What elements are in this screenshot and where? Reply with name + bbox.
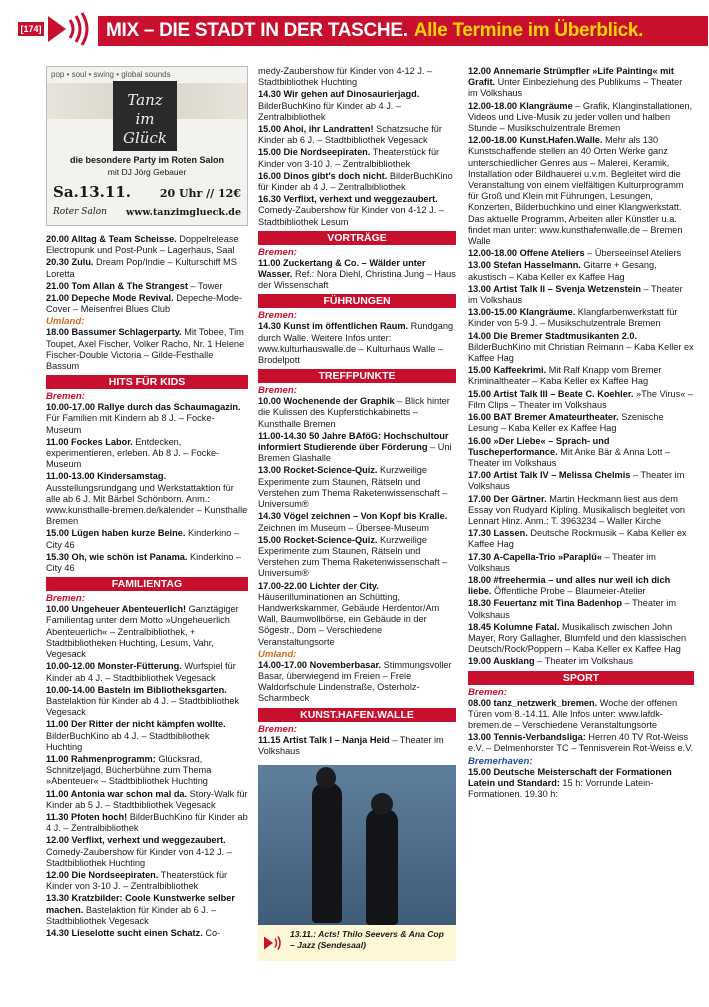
event-details: Öffentliche Probe – Blaumeier-Atelier (491, 586, 646, 597)
event-details: Für Familien mit Kindern ab 8 J. – Focke-Museum (46, 413, 215, 435)
event-title: 20.00 Alltag & Team Scheisse. (46, 234, 177, 244)
event-entry (46, 437, 248, 471)
ad-logo (113, 81, 177, 151)
event-title: 11.00 Fockes Labor. (46, 436, 133, 447)
event-details: – Grafik, Klanginstallationen, Videos und Live-Musik zu jeder vollen und halben Stunde – Musikschulzentrale Bremen (468, 100, 693, 134)
event-entry (468, 331, 694, 365)
page-header (0, 0, 709, 56)
event-details: Theaterstück für Kinder von 3-10 J. – Zentralbibliothek (258, 147, 440, 169)
event-title: 12.00-18.00 Klangräume (468, 100, 573, 111)
ad-date: Sa.13.11. (53, 183, 131, 201)
event-title: 11.00-14.30 50 Jahre BAföG: Hochschultour informiert Studierende über Förderung (258, 430, 449, 453)
event-details: Theaterstück für Kinder von 3-10 J. – Zentralbibliothek (46, 869, 228, 892)
event-details: Unter Einbeziehung des Publikums – Theater im Volkshaus (468, 77, 683, 99)
event-details: – Theater im Volkshaus (468, 598, 676, 620)
event-title: 13.00 Artist Talk II – Svenja Wetzenstein (468, 283, 641, 294)
event-title: 14.30 Wir gehen auf Dinosaurierjagd. (258, 89, 420, 100)
event-details: Ganztägiger Familientag unter dem Motto »Ungeheuerlich Abenteuerlich« – Zentralbibliothek, + Stadtbibliotheken Huchting, Lesum, Vahr, Vegesack (46, 604, 239, 660)
ad-genres: pop • soul • swing • global sounds (51, 70, 171, 79)
event-details: Dream Pop/Indie – Kulturschiff MS Loretta (46, 257, 237, 279)
events-list-1 (46, 234, 248, 939)
event-details: – Theater im Volkshaus (534, 656, 633, 667)
event-details: BilderBuchKino ab 4 J. – Stadtbibliothek Huchting (46, 730, 210, 752)
event-entry (468, 436, 694, 470)
event-title: 14.30 Vögel zeichnen – Von Kopf bis Kralle. (258, 511, 448, 522)
band-photo (258, 765, 456, 925)
ad-title-3: Glück (123, 129, 167, 147)
event-entry (46, 719, 248, 753)
event-title: 12.00 Annemarie Strümpfler »Life Painting« mit Grafit. (468, 66, 674, 88)
event-title: 10.00-17.00 Rallye durch das Schaumagazin. (46, 402, 241, 413)
event-title: 16.00 »Der Liebe« – Sprach- und Tuscheperformance. (468, 435, 610, 457)
event-entry (46, 685, 248, 719)
photo-caption (258, 925, 456, 961)
event-details: Mehr als 130 Kunstschaffende stellen an 40 Orten Werke ganz unterschiedlicher Genres aus – Malerei, Keramik, Installation oder Bildhauerei u.v.m. Begleitet wird die Veranstaltung von einem vielfältigen Kulturprogramm für Groß und Klein mit Führungen, Lesungen, Konzerten, Bilderbuchkino und einer Klangwerkstatt. Das aktuelle Programm, Arbeiten aller Künstler u.a. findet man unter: www.kunsthafenwalle.de – Bremen Walle (468, 135, 684, 247)
event-entry (258, 581, 456, 648)
event-title: 14.00-17.00 Novemberbasar. (258, 659, 382, 670)
event-title: 15.00 Ahoi, ihr Landratten! (258, 124, 374, 135)
event-entry (258, 431, 456, 465)
event-entry (258, 124, 456, 146)
section-heading: SPORT (468, 671, 694, 685)
event-entry (46, 552, 248, 574)
event-entry (258, 66, 456, 88)
ad-venue: Roter Salon (53, 207, 107, 217)
event-title: 13.00 Tennis-Verbandsliga: (468, 732, 586, 743)
event-details: BilderBuchKino für Kinder ab 4 J. – Zentralbibliothek (258, 170, 453, 193)
event-details: Depeche-Mode-Cover – Meisenfrei Blues Club (46, 293, 243, 315)
event-title: 11.00 Antonia war schon mal da. (46, 788, 188, 799)
event-title: 15.00 Deutsche Meisterschaft der Formationen Latein und Standard: (468, 766, 672, 788)
event-details: BilderBuchKino für Kinder ab 4 J. – Zentralbibliothek (46, 811, 248, 834)
event-details: Entdecken, experimentieren, erleben. Ab 8 J. – Focke-Museum (46, 436, 220, 470)
photo-acts (258, 765, 456, 961)
event-title: 21.00 Tom Allan & The Strangest (46, 280, 188, 291)
event-title: 15.30 Oh, wie schön ist Panama. (46, 551, 188, 562)
ad-dj: mit DJ Jörg Gebauer (107, 167, 187, 177)
event-title: 11.00 Der Ritter der nicht kämpfen wollte. (46, 719, 226, 730)
event-entry (468, 470, 694, 492)
ad-time: 20 Uhr // 12€ (159, 187, 241, 200)
event-entry (258, 660, 456, 705)
event-entry (46, 835, 248, 869)
event-details: Mit Anke Bär & Anna Lott – Theater im Volkshaus (468, 446, 671, 468)
event-title: 16.30 Verflixt, verhext und weggezaubert. (258, 194, 438, 205)
section-heading: FÜHRUNGEN (258, 294, 456, 308)
event-title: 11.00 Rahmenprogramm: (46, 753, 156, 764)
event-details: Klangfarbenwerkstatt für Kinder von 5-9 J. – Musikschulzentrale Bremen (468, 307, 678, 329)
event-details: Doppelrelease Electropunk und Post-Punk – Lagerhaus, Saal (46, 234, 239, 256)
event-entry (468, 494, 694, 528)
event-details: Ausstellungsrundgang und Werkstattaktion für alle ab 6 J. Mit Bärbel Schönborn. Anm.: www.kunsthalle-bremen.de/kalender – Kunsthalle Bremen (46, 482, 248, 527)
title-subtitle: Alle Termine im Überblick. (413, 20, 644, 41)
event-title: 15.00 Rocket-Science-Quiz. (258, 534, 378, 545)
event-entry (468, 575, 694, 597)
city-label: Bremerhaven: (468, 755, 533, 767)
event-details: BilderBuchKino mit Christian Reimann – Kaba Keller ex Kaffee Hag (468, 341, 694, 364)
event-details: – Theater im Volkshaus (468, 470, 685, 492)
page-number: [174] (18, 22, 44, 36)
person-figure (312, 783, 342, 923)
event-details: – Theater im Volkshaus (258, 734, 444, 756)
event-details: Glücksrad, Schnitzeljagd, Bücherbühne zum Thema »Abenteuer« – Stadtbibliothek Huchting (46, 753, 212, 787)
event-details: Herren 40 TV Rot-Weiss e.V. – Delmenhorster TC – Tennisverein Rot-Weiss e.V. (468, 732, 694, 754)
event-title: 17.00-22.00 Lichter der City. (258, 580, 379, 591)
event-entry (468, 528, 694, 550)
event-details: Stimmungsvoller Basar, überwiegend im Freien – Freie Waldorfschule Lindenstraße, Osterholz-Scharmbeck (258, 659, 452, 704)
event-entry (46, 281, 248, 292)
event-details: – Theater im Volkshaus (468, 551, 656, 573)
event-title: 17.30 A-Capella-Trio »Paraplü« (468, 551, 602, 562)
column-2 (258, 66, 456, 993)
city-label: Bremen: (258, 246, 297, 258)
event-details: Musikalisch zwischen John Mayer, Rory Gallagher, Blumfeld und den klassischen Deutsch/Rock/Poppern – Kaba Keller ex Kaffee Hag (468, 621, 687, 655)
event-details: – Blick hinter die Kulissen des Kupferstichkabinetts – Kunsthalle Bremen (258, 396, 450, 429)
event-entry (468, 732, 694, 754)
events-list-2 (258, 66, 456, 757)
event-entry (46, 604, 248, 660)
event-details: – Tower (187, 280, 223, 291)
event-title: 10.00 Ungeheuer Abenteuerlich! (46, 604, 187, 615)
event-title: 16.00 Dinos gibt's doch nicht. (258, 170, 388, 181)
event-title: 12.00-18.00 Kunst.Hafen.Walle. (468, 135, 603, 146)
event-entry (258, 465, 456, 510)
event-entry (46, 812, 248, 834)
event-entry (46, 234, 248, 256)
mix-logo-icon (263, 934, 285, 952)
event-details: Kinderkino – City 46 (46, 528, 240, 550)
event-title: 14.30 Lieselotte sucht einen Schatz. (46, 927, 203, 938)
event-details: – Uni Bremen Glashalle (258, 442, 452, 464)
section-heading: FAMILIENTAG (46, 577, 248, 591)
event-details: Szenische Lesung – Kaba Keller ex Kaffee Hag (468, 412, 664, 434)
city-label: Bremen: (468, 686, 507, 698)
event-title: 15.00 Die Nordseepiraten. (258, 147, 371, 158)
event-title: 18.00 Bassumer Schlagerparty. (46, 327, 182, 338)
event-title: 18.00 #freehermia – und alles nur weil ich dich liebe. (468, 574, 671, 597)
event-details: – Theater im Volkshaus (468, 283, 683, 306)
event-entry (258, 147, 456, 169)
event-title: 13.00-15.00 Klangräume. (468, 307, 576, 318)
event-title: 12.00 Die Nordseepiraten. (46, 869, 159, 880)
event-entry (258, 535, 456, 580)
event-entry (258, 511, 456, 533)
event-title: 14.30 Kunst im öffentlichen Raum. (258, 321, 409, 332)
ad-title-1: Tanz (127, 91, 163, 109)
event-details: Woche der offenen Türen vom 8.-14.11. Alle Infos unter: www.lafdk-bremen.de – Verschiedene Veranstaltungsorte (468, 697, 678, 730)
event-title: 21.00 Depeche Mode Revival. (46, 293, 174, 304)
event-entry (46, 293, 248, 315)
person-head (371, 793, 393, 815)
person-figure (366, 809, 398, 925)
event-details: Kurzweilige Experimente zum Staunen, Rätseln und Verstehen zum Thema Raketenwissenschaft – Universum® (258, 534, 448, 579)
event-details: Mit Tobee, Tim Toupet, Axel Fischer, Volker Racho, Nr. 1 Helene Fischer-Double Victoria – Gilde-Festhalle Bassum (46, 327, 245, 372)
event-details: medy-Zaubershow für Kinder von 4-12 J. – Stadtbibliothek Huchting (258, 66, 433, 88)
event-title: 17.00 Artist Talk IV – Melissa Chelmis (468, 470, 631, 481)
event-entry (468, 552, 694, 574)
event-entry (46, 528, 248, 550)
event-title: 11.00 Zuckertang & Co. – Wälder unter Wasser. (258, 257, 426, 280)
event-details: Gitarre + Gesang, akustisch – Kaba Keller ex Kaffee Hag (468, 260, 657, 282)
event-details: »The Virus« – Film Clips – Theater im Volkshaus (468, 388, 694, 410)
event-title: 15.00 Lügen haben kurze Beine. (46, 528, 186, 539)
event-title: 18.45 Kolumne Fatal. (468, 621, 560, 632)
title-text: MIX – DIE STADT IN DER TASCHE. (106, 20, 408, 41)
event-title: 15.00 Kaffeekrimi. (468, 365, 547, 376)
event-details: Ref.: Nora Diehl, Christina Jung – Haus der Wissenschaft (258, 269, 456, 291)
event-details: Co- (202, 927, 221, 938)
event-title: 14.00 Die Bremer Stadtmusikanten 2.0. (468, 330, 638, 341)
event-details: Martin Heckmann liest aus dem Essay von Rudyard Kipling. Musikalisch begleitet von Lennart Hinz. Anm.: T. 3963234 – Waller Kirche (468, 493, 686, 526)
event-entry (468, 622, 694, 656)
event-details: Comedy-Zaubershow für Kinder von 4-12 J. – Stadtbibliothek Huchting (46, 846, 232, 868)
event-title: 17.30 Lassen. (468, 528, 528, 539)
ad-title-2: im (135, 110, 155, 128)
person-head (316, 767, 336, 789)
city-label: Bremen: (46, 593, 85, 605)
event-title: 08.00 tanz_netzwerk_bremen. (468, 697, 598, 708)
event-entry (468, 101, 694, 135)
section-heading: VORTRÄGE (258, 231, 456, 245)
event-title: 11.15 Artist Talk I – Nanja Heid (258, 734, 390, 745)
event-entry (46, 754, 248, 788)
event-details: Deutsche Rockmusik – Kaba Keller ex Kaffee Hag (468, 528, 687, 550)
event-details: Schatzsuche für Kinder ab 6 J. – Stadtbibliothek Vegesack (258, 124, 442, 146)
event-title: 10.00-12.00 Monster-Fütterung. (46, 661, 182, 672)
event-title: 19.00 Ausklang (468, 656, 535, 667)
event-entry (46, 928, 248, 939)
event-entry (468, 307, 694, 329)
event-entry (468, 248, 694, 259)
event-entry (468, 698, 694, 732)
ad-tagline: die besondere Party im Roten Salon (69, 155, 225, 165)
event-entry (258, 194, 456, 228)
event-title: 18.30 Feuertanz mit Tina Badenhop (468, 598, 623, 609)
event-entry (468, 135, 694, 247)
event-entry (46, 661, 248, 683)
section-heading: TREFFPUNKTE (258, 369, 456, 383)
event-entry (468, 365, 694, 387)
event-entry (468, 389, 694, 411)
event-details: Bastelaktion für Kinder ab 4 J. – Stadtbibliothek Vegesack (46, 695, 240, 718)
event-title: 11.00-13.00 Kindersamstag. (46, 471, 167, 482)
event-entry (258, 735, 456, 757)
event-entry (46, 893, 248, 927)
event-entry (258, 258, 456, 292)
event-entry (468, 284, 694, 306)
ad-tanz-im-glueck[interactable] (46, 66, 248, 226)
event-entry (46, 257, 248, 279)
event-title: 12.00-18.00 Offene Ateliers (468, 248, 585, 259)
event-details: – Überseeinsel Ateliers (584, 248, 682, 259)
event-title: 13.30 Kratzbilder: Coole Kunstwerke selber machen. (46, 893, 235, 915)
event-entry (468, 260, 694, 282)
event-entry (468, 66, 694, 100)
event-entry (258, 89, 456, 123)
page-title (98, 16, 708, 46)
event-title: 16.00 BAT Bremer Amateurtheater. (468, 412, 619, 423)
event-title: 15.00 Artist Talk III – Beate C. Koehler. (468, 388, 634, 399)
city-label: Umland: (46, 316, 85, 328)
event-entry (468, 598, 694, 620)
section-heading: HITS FÜR KIDS (46, 375, 248, 389)
caption-text: 13.11.: Acts! Thilo Seevers & Ana Cop – Jazz (Sendesaal) (290, 928, 444, 950)
event-title: 10.00-14.00 Basteln im Bibliotheksgarten. (46, 684, 227, 695)
event-entry (46, 471, 248, 527)
event-entry (468, 412, 694, 434)
column-3 (468, 66, 694, 993)
event-entry (46, 327, 248, 372)
event-details: Mit Ralf Knapp vom Bremer Kriminaltheater – Kaba Keller ex Kaffee Hag (468, 365, 662, 387)
event-title: 17.00 Der Gärtner. (468, 493, 547, 504)
event-details: Story-Walk für Kinder ab 5 J. – Stadtbibliothek Vegesack (46, 788, 248, 810)
city-label: Bremen: (46, 391, 85, 403)
event-details: Comedy-Zaubershow für Kinder von 4-12 J. – Stadtbibliothek Lesum (258, 205, 444, 227)
event-entry (468, 767, 694, 801)
event-details: Wurfspiel für Kinder ab 4 J. – Stadtbibliothek Vegesack (46, 661, 236, 683)
event-title: 13.00 Stefan Hasselmann. (468, 260, 581, 271)
event-entry (258, 321, 456, 366)
event-details: Kurzweilige Experimente zum Staunen, Rätseln und Verstehen zum Thema Raketenwissenschaft – Universum® (258, 465, 448, 510)
event-details: Kinderkino – City 46 (46, 551, 242, 574)
column-1 (46, 66, 248, 993)
mix-logo-icon (46, 12, 90, 46)
event-entry (258, 171, 456, 193)
event-title: 13.00 Rocket-Science-Quiz. (258, 465, 378, 476)
event-details: Häuserilluminationen an Schütting, Handwerkskammer, Gebäude Herdentor/Am Wall, Baumwollbörse, ein Gebäude in der Sögestr., Dom – Verschiedene Veranstaltungsorte (258, 591, 440, 647)
event-details: Rundgang durch Walle. Weitere Infos unter: www.kulturhauswalle.de – Kulturhaus Walle – Brodelpott (258, 321, 454, 366)
ad-url[interactable]: www.tanzimglueck.de (126, 207, 241, 218)
event-entry (46, 789, 248, 811)
city-label: Bremen: (258, 385, 297, 397)
events-list-3 (468, 66, 694, 800)
event-title: 12.00 Verflixt, verhext und weggezaubert. (46, 835, 226, 846)
city-label: Bremen: (258, 723, 297, 735)
event-title: 10.00 Wochenende der Graphik (258, 396, 395, 407)
event-details: BilderBuchKino für Kinder ab 4 J. – Zentralbibliothek (258, 100, 401, 122)
event-entry (46, 870, 248, 892)
event-entry (468, 656, 694, 667)
event-details: 15 h: Vorrunde Latein-Formationen. 19.30 h: (468, 777, 654, 799)
city-label: Umland: (258, 648, 297, 660)
event-title: 11.30 Pfoten hoch! (46, 811, 128, 822)
event-details: Bastelaktion für Kinder ab 6 J. – Stadtbibliothek Vegesack (46, 904, 217, 926)
event-entry (258, 396, 456, 430)
event-title: 20.30 Zulu. (46, 257, 94, 268)
section-heading: KUNST.HAFEN.WALLE (258, 708, 456, 722)
event-entry (46, 402, 248, 436)
event-details: Zeichnen im Museum – Übersee-Museum (258, 522, 430, 533)
city-label: Bremen: (258, 310, 297, 322)
